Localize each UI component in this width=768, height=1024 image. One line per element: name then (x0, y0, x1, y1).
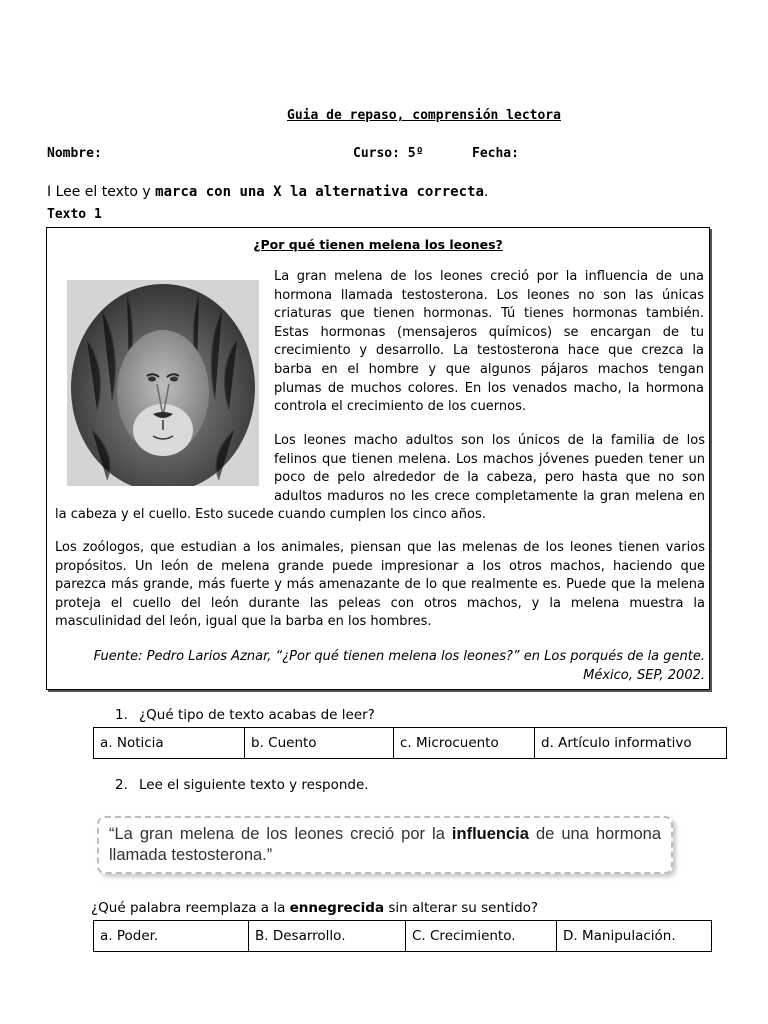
page-title: Guia de repaso, comprensión lectora (287, 108, 561, 123)
prompt-text-end: sin alterar su sentido? (384, 900, 539, 916)
paragraph-1: La gran melena de los leones creció por la influencia de una hormona llamada testosterona. Los leones no son las únicas criaturas que tienen hormonas. Tú tienes hormonas también. Estas hormonas (mensajeros químicos) se encargan de tu crecimiento y desarrollo. La testosterona hace que crezca la barba en el hombre y que algunos pájaros machos tengan plumas de muchos colores. En los venados macho, la hormona controla el crecimiento de los cuernos. (274, 269, 704, 415)
question-1 (115, 707, 375, 723)
question-2-text: Lee el siguiente texto y responde. (139, 777, 369, 793)
option-b[interactable]: B. Desarrollo. (249, 921, 406, 952)
option-a[interactable]: a. Noticia (94, 728, 245, 759)
nombre-label: Nombre: (47, 146, 102, 161)
fecha-label: Fecha: (472, 146, 519, 161)
question-2-number: 2. (115, 777, 128, 793)
quote-bold-word: influencia (451, 825, 529, 843)
question-2-prompt (91, 900, 538, 916)
instructions-end: . (483, 184, 489, 200)
instructions-bold: marca con una X la alternativa correcta (155, 184, 484, 200)
paragraph-2-text: Los leones macho adultos son los únicos de la familia de los felinos que tienen melena. Los machos jóvenes pueden tener un poco de pelo alrededor de la cabeza, pero hasta que no son adultos maduros no les crece completamente la gran melena en la cabeza y el cuello. Esto sucede cuando cumplen los cinco años. (55, 433, 705, 523)
paragraph-2 (55, 432, 705, 525)
prompt-bold-word: ennegrecida (289, 900, 385, 916)
source-citation (55, 648, 705, 685)
option-d[interactable]: d. Artículo informativo (535, 728, 727, 759)
quote-text-start: “La gran melena de los leones creció por la (109, 825, 452, 843)
option-c[interactable]: C. Crecimiento. (406, 921, 557, 952)
reading-title: ¿Por qué tienen melena los leones? (253, 237, 503, 252)
instructions-text: I Lee el texto y (47, 184, 156, 200)
option-c[interactable]: c. Microcuento (394, 728, 535, 759)
question-2-options (93, 920, 712, 952)
curso-label: Curso: 5º (353, 146, 424, 161)
source-line-2: México, SEP, 2002. (583, 667, 705, 683)
quote-box (97, 816, 673, 874)
option-d[interactable]: D. Manipulación. (557, 921, 712, 952)
question-2 (115, 777, 369, 793)
quote-text-end: de una hormona llamada testosterona.” (109, 825, 661, 864)
paragraph-3: Los zoólogos, que estudian a los animales, piensan que las melenas de los leones tienen varios propósitos. Un león de melena grande puede impresionar a los otros machos, haciendo que parezca más grande, más fuerte y más amenazante de lo que realmente es. Puede que la melena proteja el cuello del león durante las peleas con otros machos, y la melena muestra la masculinidad del león, igual que la barba en los hombres. (55, 540, 705, 630)
source-line-1: Fuente: Pedro Larios Aznar, “¿Por qué tienen melena los leones?” en Los porqués de la gente. (93, 649, 705, 664)
question-1-options (93, 727, 727, 759)
option-b[interactable]: b. Cuento (245, 728, 394, 759)
prompt-text-start: ¿Qué palabra reemplaza a la (91, 900, 290, 916)
instructions (47, 184, 488, 200)
section-label: Texto 1 (47, 207, 102, 222)
question-1-text: ¿Qué tipo de texto acabas de leer? (139, 707, 375, 723)
reading-box (46, 227, 710, 690)
option-a[interactable]: a. Poder. (94, 921, 249, 952)
question-1-number: 1. (115, 707, 128, 723)
